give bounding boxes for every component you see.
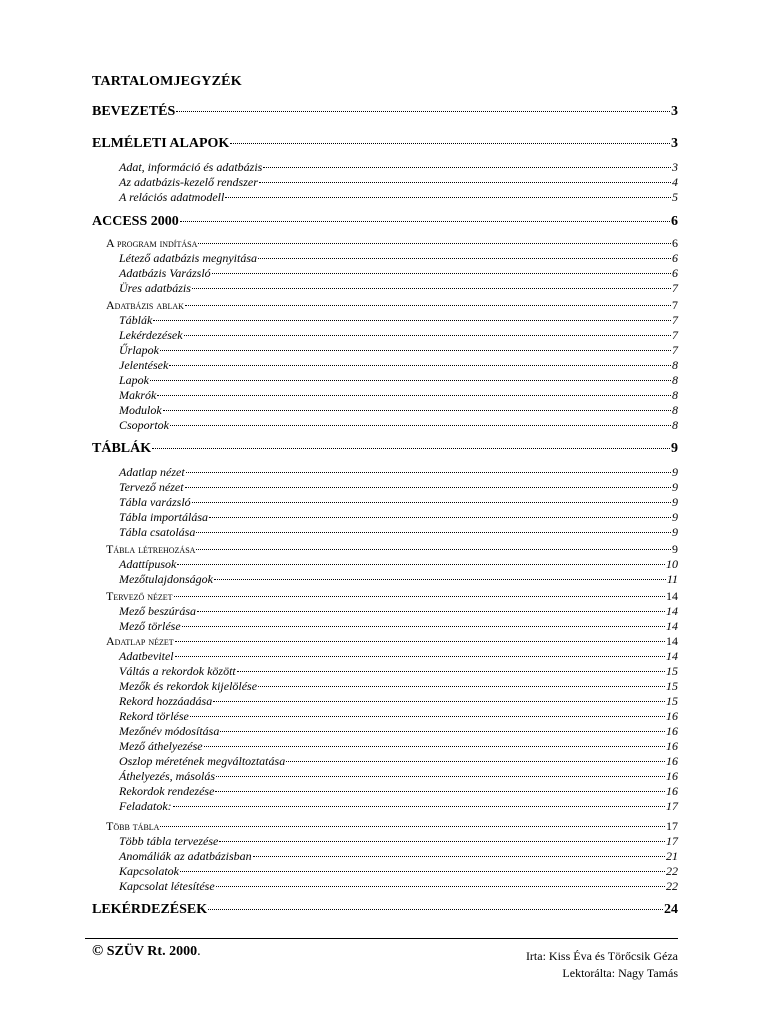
toc-dot-leader — [190, 715, 665, 717]
toc-entry[interactable] — [119, 495, 678, 510]
toc-entry-label: Kapcsolatok — [119, 864, 179, 878]
toc-entry-label: Anomáliák az adatbázisban — [119, 849, 252, 863]
toc-entry[interactable] — [119, 604, 678, 619]
toc-dot-leader — [182, 625, 665, 627]
toc-entry-label: Több tábla — [106, 819, 160, 833]
toc-entry[interactable] — [119, 266, 678, 281]
toc-dot-leader — [185, 304, 671, 306]
toc-dot-leader — [184, 334, 671, 336]
toc-entry[interactable] — [119, 388, 678, 403]
toc-entry-page: 22 — [666, 864, 678, 878]
toc-dot-leader — [219, 840, 665, 842]
toc-entry-label: A relációs adatmodell — [119, 190, 225, 204]
toc-entry[interactable] — [106, 298, 678, 313]
toc-dot-leader — [175, 640, 665, 642]
toc-entry-page: 14 — [666, 604, 678, 618]
toc-entry[interactable] — [106, 819, 678, 834]
toc-entry-label: Lapok — [119, 373, 149, 387]
toc-entry-page: 8 — [672, 403, 678, 417]
toc-entry[interactable] — [119, 799, 678, 814]
toc-entry-page: 5 — [672, 190, 678, 204]
toc-entry-page: 6 — [672, 236, 678, 250]
toc-dot-leader — [163, 409, 671, 411]
toc-entry-page: 8 — [672, 388, 678, 402]
toc-dot-leader — [160, 825, 665, 827]
toc-entry-label: Adatbázis ablak — [106, 298, 184, 312]
toc-entry-page: 7 — [672, 328, 678, 342]
toc-entry-label: Táblák — [119, 313, 153, 327]
toc-entry-label: Tábla importálása — [119, 510, 209, 524]
toc-entry-page: 7 — [672, 343, 678, 357]
toc-entry-page: 7 — [672, 313, 678, 327]
toc-entry-page: 3 — [672, 160, 678, 174]
toc-entry-label: Jelentések — [119, 358, 169, 372]
toc-entry-page: 9 — [672, 510, 678, 524]
toc-entry-label: Mező beszúrása — [119, 604, 196, 618]
toc-entry-page: 9 — [672, 480, 678, 494]
toc-dot-leader — [197, 610, 665, 612]
toc-entry-label: Adattípusok — [119, 557, 177, 571]
author-line: Irta: Kiss Éva és Törőcsik Géza — [525, 949, 678, 963]
toc-dot-leader — [263, 166, 671, 168]
toc-dot-leader — [216, 775, 665, 777]
toc-entry-page: 16 — [666, 709, 678, 723]
toc-entry[interactable] — [119, 739, 678, 754]
toc-entry-label: Tábla varázsló — [119, 495, 191, 509]
toc-entry-page: 16 — [666, 784, 678, 798]
toc-dot-leader — [212, 272, 671, 274]
toc-entry-label: Adatbevitel — [119, 649, 174, 663]
toc-entry-label: ACCESS 2000 — [92, 214, 179, 229]
copyright-notice — [92, 943, 201, 960]
toc-entry[interactable] — [119, 313, 678, 328]
footer-divider — [85, 938, 678, 939]
toc-dot-leader — [237, 670, 665, 672]
toc-entry-page: 6 — [672, 266, 678, 280]
toc-entry-label: Váltás a rekordok között — [119, 664, 236, 678]
toc-dot-leader — [258, 685, 665, 687]
toc-dot-leader — [208, 908, 663, 910]
toc-entry-label: Űrlapok — [119, 343, 159, 357]
toc-dot-leader — [169, 364, 671, 366]
toc-entry-label: Rekord hozzáadása — [119, 694, 213, 708]
toc-entry-label: Az adatbázis-kezelő rendszer — [119, 175, 258, 189]
toc-dot-leader — [214, 578, 666, 580]
toc-entry-page: 21 — [666, 849, 678, 863]
toc-dot-leader — [196, 531, 671, 533]
toc-dot-leader — [176, 110, 670, 112]
toc-entry-page: 16 — [666, 769, 678, 783]
toc-entry-page: 15 — [666, 694, 678, 708]
toc-entry-label: Tervező nézet — [119, 480, 184, 494]
toc-entry-page: 9 — [672, 465, 678, 479]
toc-entry[interactable] — [119, 679, 678, 694]
toc-entry-page: 17 — [666, 799, 678, 813]
toc-entry[interactable] — [119, 769, 678, 784]
toc-dot-leader — [152, 447, 670, 449]
toc-entry-label: Oszlop méretének megváltoztatása — [119, 754, 286, 768]
toc-entry-label: Adatlap nézet — [119, 465, 185, 479]
copyright-icon: © — [92, 943, 104, 959]
toc-entry[interactable] — [119, 251, 678, 266]
toc-entry[interactable] — [92, 136, 678, 152]
toc-entry-label: LEKÉRDEZÉSEK — [92, 902, 208, 917]
toc-dot-leader — [153, 319, 671, 321]
toc-entry[interactable] — [119, 649, 678, 664]
toc-entry-label: TÁBLÁK — [92, 441, 152, 456]
toc-entry[interactable] — [119, 403, 678, 418]
toc-entry-page: 15 — [666, 664, 678, 678]
author-block — [526, 948, 678, 982]
toc-entry[interactable] — [119, 864, 678, 879]
toc-entry-page: 6 — [671, 214, 678, 229]
toc-entry-page: 14 — [666, 589, 678, 603]
toc-entry[interactable] — [119, 572, 678, 587]
toc-entry-label: Áthelyezés, másolás — [119, 769, 215, 783]
toc-dot-leader — [253, 855, 665, 857]
toc-entry-label: Rekord törlése — [119, 709, 189, 723]
toc-entry[interactable] — [92, 104, 678, 120]
toc-entry-label: Csoportok — [119, 418, 170, 432]
toc-entry-page: 10 — [666, 557, 678, 571]
toc-entry[interactable] — [119, 694, 678, 709]
toc-entry[interactable] — [119, 784, 678, 799]
toc-dot-leader — [150, 379, 671, 381]
toc-entry-label: Üres adatbázis — [119, 281, 191, 295]
copyright-text: SZÜV Rt. 2000 — [106, 944, 198, 959]
toc-entry-label: Modulok — [119, 403, 162, 417]
toc-entry-page: 4 — [672, 175, 678, 189]
toc-entry-page: 9 — [672, 525, 678, 539]
toc-entry[interactable] — [119, 619, 678, 634]
toc-entry-page: 7 — [672, 281, 678, 295]
toc-entry[interactable] — [119, 879, 678, 894]
toc-dot-leader — [192, 287, 671, 289]
toc-dot-leader — [230, 142, 670, 144]
toc-dot-leader — [286, 760, 665, 762]
toc-entry[interactable] — [119, 343, 678, 358]
toc-entry[interactable] — [106, 542, 678, 557]
toc-dot-leader — [196, 548, 671, 550]
toc-entry-page: 17 — [666, 834, 678, 848]
reviewer-line: Lektorálta: Nagy Tamás — [562, 966, 678, 980]
toc-entry[interactable] — [119, 281, 678, 296]
toc-entry[interactable] — [119, 465, 678, 480]
toc-entry-label: Mezőtulajdonságok — [119, 572, 213, 586]
toc-entry-label: BEVEZETÉS — [92, 104, 176, 119]
toc-entry[interactable] — [106, 236, 678, 251]
toc-entry-label: Adat, információ és adatbázis — [119, 160, 263, 174]
toc-entry[interactable] — [119, 418, 678, 433]
toc-entry-label: Tervező nézet — [106, 589, 173, 603]
toc-entry-page: 17 — [666, 819, 678, 833]
toc-entry-page: 22 — [666, 879, 678, 893]
toc-entry-page: 14 — [666, 634, 678, 648]
toc-entry[interactable] — [119, 709, 678, 724]
toc-dot-leader — [160, 349, 671, 351]
toc-entry[interactable] — [119, 557, 678, 572]
toc-entry[interactable] — [92, 214, 678, 230]
toc-entry[interactable] — [119, 175, 678, 190]
toc-entry[interactable] — [119, 510, 678, 525]
toc-entry-page: 3 — [671, 104, 678, 119]
toc-entry-label: Tábla létrehozása — [106, 542, 196, 556]
toc-entry-page: 16 — [666, 754, 678, 768]
toc-entry[interactable] — [119, 328, 678, 343]
toc-dot-leader — [157, 394, 671, 396]
toc-dot-leader — [186, 471, 671, 473]
toc-entry-page: 16 — [666, 739, 678, 753]
toc-entry-label: Tábla csatolása — [119, 525, 196, 539]
toc-entry-page: 9 — [672, 542, 678, 556]
toc-entry[interactable] — [119, 724, 678, 739]
toc-entry-label: Feladatok: — [119, 799, 172, 813]
toc-entry-label: A program indítása — [106, 236, 198, 250]
toc-dot-leader — [173, 805, 665, 807]
toc-entry-label: Kapcsolat létesítése — [119, 879, 215, 893]
toc-entry-page: 9 — [671, 441, 678, 456]
toc-entry-page: 8 — [672, 418, 678, 432]
toc-title: TARTALOMJEGYZÉK — [92, 74, 242, 89]
toc-entry[interactable] — [119, 480, 678, 495]
toc-dot-leader — [180, 870, 665, 872]
toc-entry-page: 15 — [666, 679, 678, 693]
toc-entry-label: ELMÉLETI ALAPOK — [92, 136, 230, 151]
toc-entry[interactable] — [119, 373, 678, 388]
toc-entry-page: 7 — [672, 298, 678, 312]
toc-entry-label: Mezők és rekordok kijelölése — [119, 679, 258, 693]
toc-dot-leader — [259, 181, 671, 183]
toc-dot-leader — [175, 655, 665, 657]
toc-dot-leader — [170, 424, 671, 426]
toc-entry[interactable] — [119, 849, 678, 864]
toc-entry-label: Mező törlése — [119, 619, 181, 633]
toc-entry-label: Több tábla tervezése — [119, 834, 219, 848]
toc-entry-label: Mezőnév módosítása — [119, 724, 220, 738]
toc-dot-leader — [177, 563, 665, 565]
toc-entry-page: 3 — [671, 136, 678, 151]
toc-entry[interactable] — [119, 190, 678, 205]
toc-dot-leader — [225, 196, 671, 198]
toc-dot-leader — [216, 885, 665, 887]
toc-entry[interactable] — [119, 664, 678, 679]
toc-dot-leader — [213, 700, 665, 702]
toc-entry-label: Makrók — [119, 388, 157, 402]
toc-entry-label: Adatbázis Varázsló — [119, 266, 211, 280]
toc-entry[interactable] — [119, 834, 678, 849]
toc-entry-page: 14 — [666, 649, 678, 663]
toc-entry-page: 24 — [664, 902, 678, 917]
toc-dot-leader — [215, 790, 665, 792]
toc-entry-label: Mező áthelyezése — [119, 739, 203, 753]
toc-entry-page: 16 — [666, 724, 678, 738]
toc-dot-leader — [220, 730, 665, 732]
toc-entry-label: Rekordok rendezése — [119, 784, 215, 798]
toc-dot-leader — [204, 745, 665, 747]
toc-dot-leader — [192, 501, 671, 503]
toc-entry-page: 8 — [672, 373, 678, 387]
toc-entry-label: Létező adatbázis megnyitása — [119, 251, 257, 265]
toc-dot-leader — [198, 242, 671, 244]
toc-entry[interactable] — [106, 589, 678, 604]
toc-dot-leader — [180, 220, 670, 222]
toc-entry-page: 6 — [672, 251, 678, 265]
toc-entry-page: 9 — [672, 495, 678, 509]
toc-entry[interactable] — [92, 902, 678, 918]
toc-dot-leader — [258, 257, 671, 259]
toc-entry[interactable] — [119, 160, 678, 175]
toc-entry[interactable] — [119, 358, 678, 373]
toc-entry-page: 14 — [666, 619, 678, 633]
copyright-dot: . — [197, 944, 201, 959]
toc-dot-leader — [185, 486, 671, 488]
toc-dot-leader — [209, 516, 671, 518]
toc-entry[interactable] — [119, 525, 678, 540]
toc-entry-page: 8 — [672, 358, 678, 372]
toc-entry-label: Lekérdezések — [119, 328, 183, 342]
toc-entry-page: 11 — [666, 572, 678, 586]
toc-dot-leader — [174, 595, 665, 597]
toc-entry-label: Adatlap nézet — [106, 634, 174, 648]
toc-entry[interactable] — [119, 754, 678, 769]
toc-entry[interactable] — [92, 441, 678, 457]
toc-entry[interactable] — [106, 634, 678, 649]
